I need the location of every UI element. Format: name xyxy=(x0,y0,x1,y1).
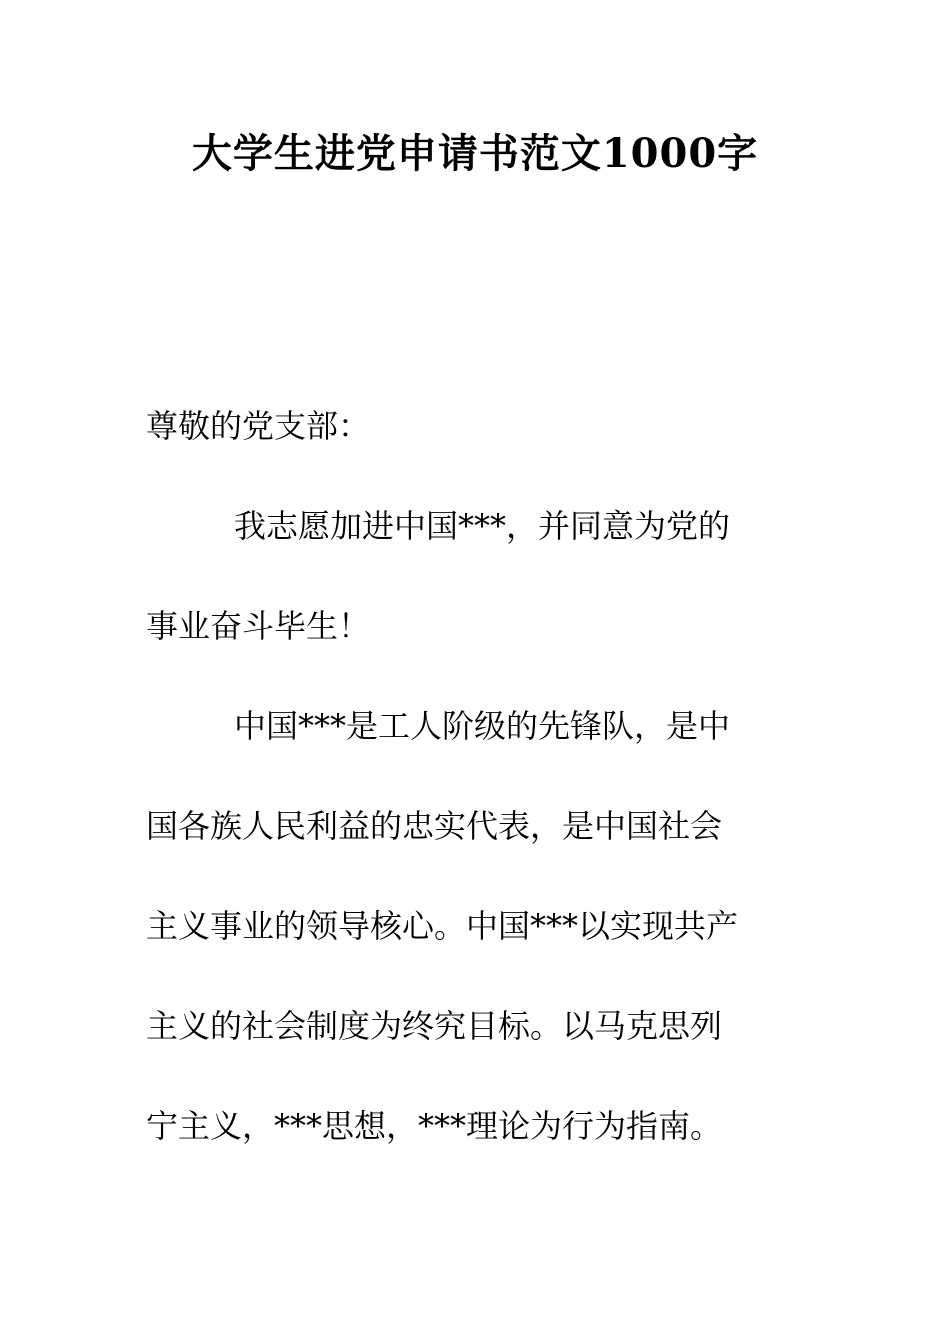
paragraph-line: 国各族人民利益的忠实代表，是中国社会 xyxy=(146,807,723,845)
salutation: 尊敬的党支部： xyxy=(146,407,371,445)
paragraph-line: 我志愿加进中国***，并同意为党的 xyxy=(234,507,731,545)
document-title: 大学生进党申请书范文1000字 xyxy=(191,130,759,177)
paragraph-line: 中国***是工人阶级的先锋队，是中 xyxy=(234,707,731,745)
paragraph-line: 主义事业的领导核心。中国***以实现共产 xyxy=(146,907,739,945)
document-body xyxy=(146,376,806,1176)
paragraph-line: 事业奋斗毕生！ xyxy=(146,607,371,645)
paragraph-1 xyxy=(146,476,806,676)
paragraph-2 xyxy=(146,676,806,1176)
paragraph-line: 宁主义，***思想，***理论为行为指南。 xyxy=(146,1107,723,1145)
paragraph-line: 主义的社会制度为终究目标。以马克思列 xyxy=(146,1007,723,1045)
